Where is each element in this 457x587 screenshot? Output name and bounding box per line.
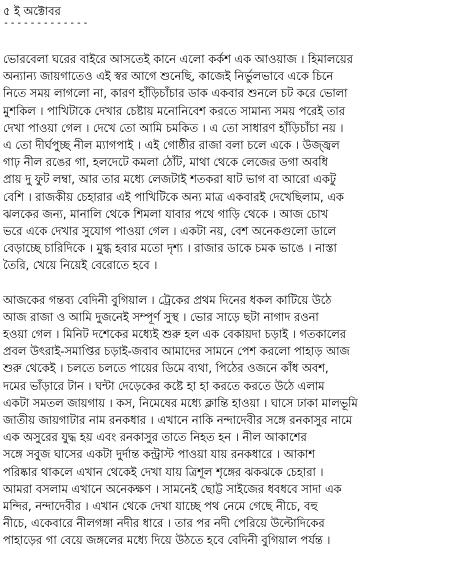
text-line: এ তো দীর্ঘপুচ্ছ নীল ম্যাগপাই । এই গোষ্ঠীর রাজা বলা চলে একে । উজ্জ্বল: [3, 138, 340, 153]
text-line: ভরে একে দেখার সুযোগ পাওয়া গেল । একটা নয়, বেশ অনেকগুলো ডালে: [3, 224, 336, 239]
text-line: জাতীয় জায়গাটার নাম রনকধার । এখানে নাকি নন্দাদেবীর সঙ্গে রনকাসুর নামে: [3, 413, 353, 428]
text-line: আজ রাজা ও আমি দুজনেই সম্পূর্ণ সুস্থ । ভোর সাড়ে ছটা নাগাদ রওনা: [3, 309, 319, 324]
paragraph-bedini-bugyal: [3, 292, 454, 550]
paragraph-magpie: [3, 51, 454, 275]
text-line: শুরু থেকেই । চলতে চলতে পায়ের ডিমে ব্যথা, পিঠের ওজনে কাঁধ অবশ,: [3, 361, 329, 376]
text-line: মুশকিল । পাখিটাকে দেখার চেষ্টায় মনোনিবেশ করতে সামান্য সময় পরেই তার: [3, 103, 345, 118]
text-line: দেখা পাওয়া গেল । দেখে তো আমি চমকিত । এ তো সাধারণ হাঁড়িচাঁচা নয় ।: [3, 120, 344, 135]
text-line: পাহাড়ের গা বেয়ে জঙ্গলের মধ্যে দিয়ে উঠতে হবে বেদিনী বুগিয়াল পর্যন্ত ।: [3, 533, 331, 548]
text-line: সঙ্গে সবুজ ঘাসের একটা দুর্দান্ত কন্ট্রাস্ট পাওয়া যায় রনকধারে । আকাশ: [3, 447, 316, 462]
text-line: তৈরি, খেয়ে নিয়েই বেরোতে হবে ।: [3, 258, 158, 273]
text-line: আজকের গন্তব্য বেদিনী বুগিয়াল । ট্রেকের প্রথম দিনের ধকল কাটিয়ে উঠে: [3, 292, 332, 307]
text-line: ঝলকের জন্য, মানালি থেকে শিমলা যাবার পথে গাড়ি থেকে । আজ চোখ: [3, 206, 329, 221]
heading-underline: -------------: [3, 18, 90, 29]
text-line: নিতে সময় লাগলো না, কারণ হাঁড়িচাঁচার ডাক একবার শুনলে চট করে ভোলা: [3, 86, 348, 101]
text-line: অন্যান্য জায়গাতেও এই স্বর আগে শুনেছি, কাজেই নির্ভুলভাবে একে চিনে: [3, 69, 334, 84]
text-line: পরিষ্কার থাকলে এখান থেকেই দেখা যায় ত্রিশূল শৃঙ্গের ঝকঝকে চেহারা ।: [3, 464, 324, 479]
text-line: গাঢ় নীল রঙের গা, হলদেটে কমলা ঠোঁট, মাথা থেকে লেজের ডগা অবধি: [3, 155, 328, 170]
date-heading: ৫ ই অক্টোবর: [3, 4, 61, 18]
text-line: বেশি । রাজকীয় চেহারার এই পাখিটিকে অন্য মাত্র একবারই দেখেছিলাম, এক: [3, 189, 344, 204]
text-line: মন্দির, নন্দাদেবীর । এখান থেকে দেখা যাচ্ছে পথ নেমে গেছে নীচে, বহু: [3, 499, 318, 514]
text-line: নীচে, একেবারে নীলগঙ্গা নদীর ধারে । তার পর নদী পেরিয়ে উল্টোদিকের: [3, 516, 325, 531]
text-line: এক অসুরের যুদ্ধ হয় এবং রনকাসুর তাতে নিহত হন । নীল আকাশের: [3, 430, 307, 445]
text-line: বেড়াচ্ছে চারিদিকে । মুগ্ধ হবার মতো দৃশ্য । রাজার ডাকে চমক ভাঙে । নাস্তা: [3, 241, 337, 256]
text-line: প্রায় দু ফুট লম্বা, আর তার মধ্যে লেজটাই শতকরা ষাট ভাগ বা আরো একটু: [3, 172, 336, 187]
text-line: দমের ভাঁড়ারে টান । ঘন্টা দেড়েকের কষ্টে হা হা করতে করতে উঠে এলাম: [3, 378, 325, 393]
text-line: আমরা বসলাম এখানে অনেকক্ষণ । সামনেই ছোট্ট সাইজের ধবধবে সাদা এক: [3, 481, 342, 496]
text-line: একটা সমতল জায়গায় । কস, নিমেষের মধ্যে ক্লান্তি হাওয়া । ঘাসে ঢাকা মালভূমি: [3, 395, 358, 410]
text-line: প্রবল উৎরাই-সমাপ্তির চড়াই-জবাব আমাদের সামনে পেশ করলো পাহাড় আজ: [3, 344, 350, 359]
text-line: হওয়া গেল । মিনিট দশেকের মধ্যেই শুরু হল এক বেকায়দা চড়াই । গতকালের: [3, 327, 347, 342]
text-line: ভোরবেলা ঘরের বাইরে আসতেই কানে এলো কর্কশ এক আওয়াজ । হিমালয়ের: [3, 52, 353, 66]
